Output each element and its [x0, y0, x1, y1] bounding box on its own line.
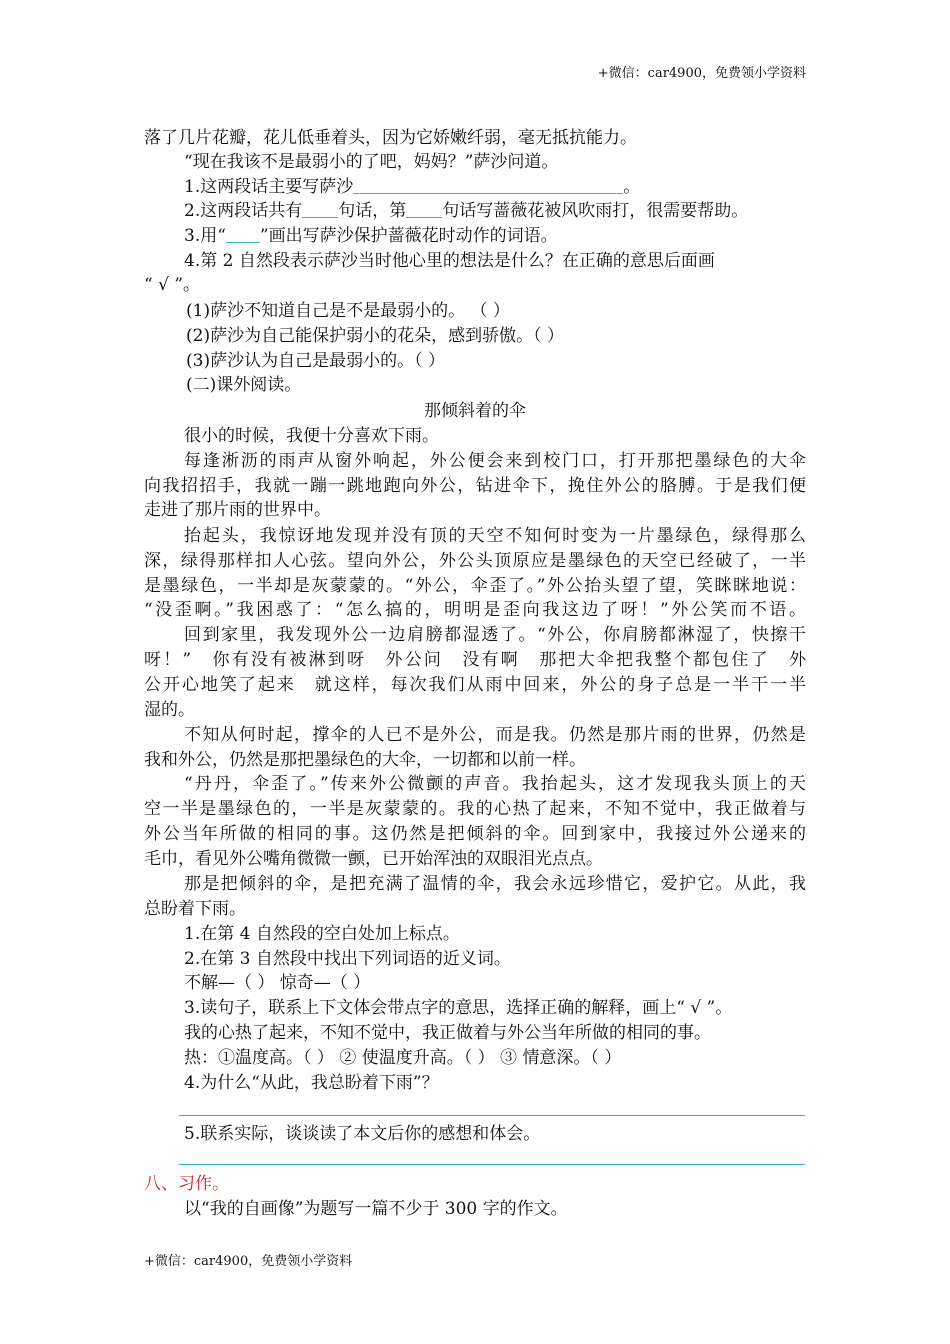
- question-text: 1.这两段话主要写萨沙: [184, 177, 354, 197]
- writing-prompt: 以“我的自画像”为题写一篇不少于 300 字的作文。: [184, 1199, 568, 1219]
- answer-blank[interactable]: [302, 199, 338, 218]
- section-label: (二)课外阅读。: [186, 375, 302, 395]
- option-1[interactable]: (1)萨沙不知道自己是不是最弱小的。 （ ）: [186, 301, 510, 321]
- section-heading: 八、习作。: [144, 1174, 229, 1194]
- passage-line: 湿的。: [144, 700, 195, 720]
- passage-line: 很小的时候，我便十分喜欢下雨。: [184, 426, 439, 446]
- passage-line: “没歪啊。”我困惑了：“怎么搞的，明明是歪向我这边了呀！”外公笑而不语。: [144, 600, 806, 620]
- meaning-options[interactable]: 热：①温度高。（ ） ② 使温度升高。（ ） ③ 情意深。（ ）: [184, 1048, 622, 1068]
- passage-line: 是墨绿色，一半却是灰蒙蒙的。“外公，伞歪了。”外公抬头望了望，笑眯眯地说：: [144, 576, 806, 596]
- reading-question-5: 5.联系实际，谈谈读了本文后你的感想和体会。: [184, 1124, 541, 1144]
- sentence-text: 我的心: [184, 1023, 235, 1043]
- dotted-character: 热: [235, 1023, 252, 1043]
- passage-line: 空一半是墨绿色的，一半是灰蒙蒙的。我的心热了起来，不知不觉中，我正做着与: [144, 799, 806, 819]
- underline-sample: [226, 224, 260, 243]
- reading-question-1: 1.在第 4 自然段的空白处加上标点。: [184, 924, 460, 944]
- passage-line: 我和外公，仍然是那把墨绿色的大伞，一切都和以前一样。: [144, 750, 586, 770]
- question-text: 3.用“: [184, 226, 226, 246]
- passage-line: 总盼着下雨。: [144, 899, 246, 919]
- reading-question-3: 3.读句子，联系上下文体会带点字的意思，选择正确的解释，画上“ √ ”。: [184, 998, 733, 1018]
- passage-line: 深，绿得那样扣人心弦。望向外公，外公头顶原应是墨绿色的天空已经破了，一半: [144, 551, 806, 571]
- answer-line[interactable]: [179, 1115, 805, 1116]
- sentence-text: 了起来，不知不觉中，我正做着与外公当年所做的相同的事。: [252, 1023, 711, 1043]
- passage-line: 毛巾，看见外公嘴角微微一颤，已开始浑浊的双眼泪光点点。: [144, 849, 603, 869]
- passage-line: 落了几片花瓣，花儿低垂着头，因为它娇嫩纤弱，毫无抵抗能力。: [144, 128, 637, 148]
- answer-line[interactable]: [179, 1164, 805, 1165]
- answer-blank[interactable]: [406, 199, 442, 218]
- question-text: 2.这两段话共有: [184, 201, 303, 221]
- question-text: ”画出写萨沙保护蔷薇花时动作的词语。: [259, 226, 558, 246]
- passage-line: 每逢淅沥的雨声从窗外响起，外公便会来到校门口，打开那把墨绿色的大伞: [184, 451, 806, 471]
- question-4: 4.第 2 自然段表示萨沙当时他心里的想法是什么？在正确的意思后面画: [184, 251, 715, 271]
- passage-line: 呀！” 你有没有被淋到呀 外公问 没有啊 那把大伞把我整个都包住了 外: [144, 650, 806, 670]
- question-3: [184, 224, 806, 248]
- quoted-sentence: [184, 1021, 806, 1045]
- passage-line: 走进了那片雨的世界中。: [144, 500, 331, 520]
- passage-line: “现在我该不是最弱小的了吧，妈妈？”萨沙问道。: [184, 152, 559, 172]
- question-4-cont: “ √ ”。: [144, 275, 201, 295]
- passage-line: 外公当年所做的相同的事。这仍然是把倾斜的伞。回到家中，我接过外公递来的: [144, 824, 806, 844]
- passage-line: 抬起头，我惊讶地发现并没有顶的天空不知何时变为一片墨绿色，绿得那么: [184, 526, 806, 546]
- passage-line: “丹丹，伞歪了。”传来外公微颤的声音。我抬起头，这才发现我头顶上的天: [184, 774, 806, 794]
- passage-line: 那是把倾斜的伞，是把充满了温情的伞，我会永远珍惜它，爱护它。从此，我: [184, 874, 806, 894]
- passage-line: 向我招招手，我就一蹦一跳地跑向外公，钻进伞下，挽住外公的胳膊。于是我们便: [144, 476, 806, 496]
- synonym-blanks[interactable]: 不解—（ ） 惊奇—（ ）: [184, 973, 371, 993]
- reading-question-4: 4.为什么“从此，我总盼着下雨”？: [184, 1073, 439, 1093]
- question-1: [184, 175, 806, 199]
- passage-line: 不知从何时起，撑伞的人已不是外公，而是我。仍然是那片雨的世界，仍然是: [184, 725, 806, 745]
- passage-title: 那倾斜着的伞: [424, 401, 526, 421]
- page-header: +微信：car4900，免费领小学资料: [597, 66, 806, 81]
- question-text: 。: [623, 177, 641, 197]
- passage-line: 公开心地笑了起来 就这样，每次我们从雨中回来，外公的身子总是一半干一半: [144, 675, 806, 695]
- reading-question-2: 2.在第 3 自然段中找出下列词语的近义词。: [184, 949, 511, 969]
- question-text: 句话，第: [338, 201, 407, 221]
- question-2: [184, 199, 806, 223]
- answer-blank[interactable]: [353, 175, 623, 194]
- passage-line: 回到家里，我发现外公一边肩膀都湿透了。“外公，你肩膀都淋湿了，快擦干: [184, 625, 806, 645]
- option-2[interactable]: (2)萨沙为自己能保护弱小的花朵，感到骄傲。（ ）: [186, 326, 564, 346]
- page-footer: +微信：car4900，免费领小学资料: [144, 1254, 353, 1269]
- question-text: 句话写蔷薇花被风吹雨打，很需要帮助。: [442, 201, 749, 221]
- option-3[interactable]: (3)萨沙认为自己是最弱小的。（ ）: [186, 351, 445, 371]
